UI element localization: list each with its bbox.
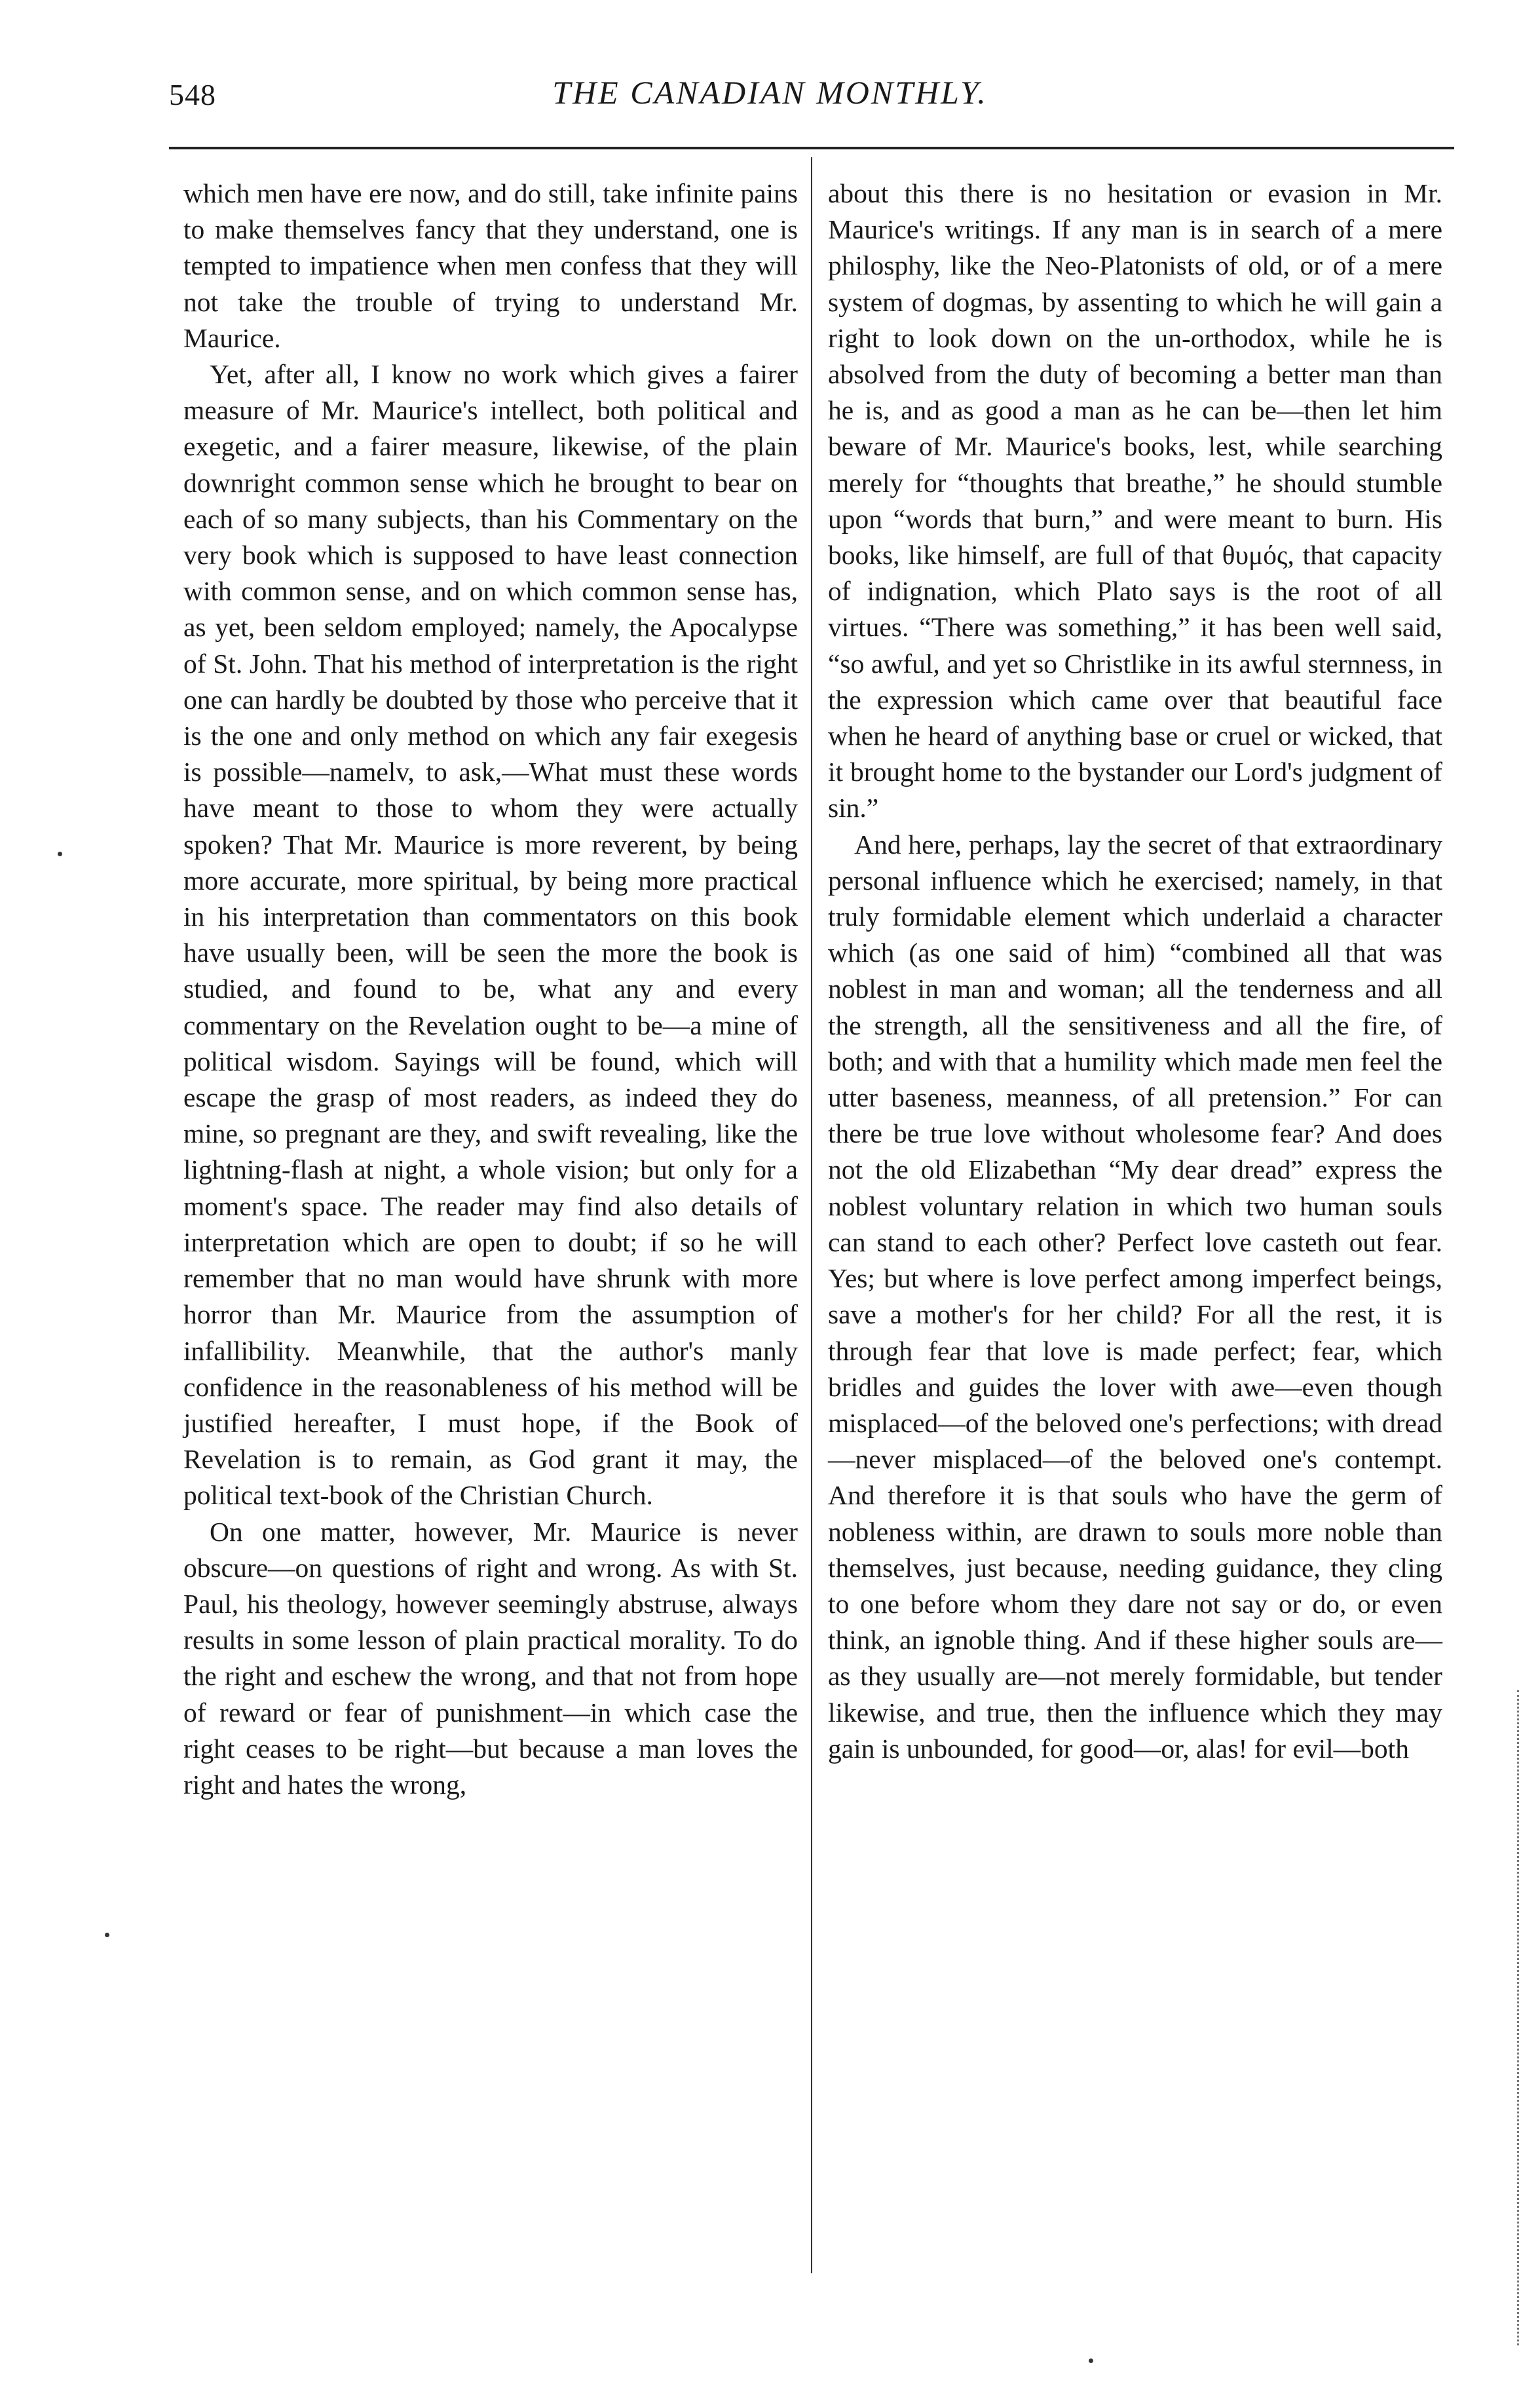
paragraph: And here, perhaps, lay the secret of that extraordinary personal influence which he exercised; namely, in that truly formidable element which underlaid a character which (as one said of him) “combined all that was noblest in man and woman; all the tenderness and all the strength, all the sensitiveness and all the fire, of both; and with that a humility which made men feel the utter baseness, meanness, of all pretension.” For can there be true love without wholesome fear? And does not the old Elizabethan “My dear dread” express the noblest voluntary relation in which two human souls can stand to each other? Perfect love casteth out fear. Yes; but where is love perfect among imperfect beings, save a mother's for her child? For all the rest, it is through fear that love is made perfect; fear, which bridles and guides the lover with awe—even though misplaced—of the beloved one's perfections; with dread—never misplaced—of the beloved one's contempt. And therefore it is that souls who have the germ of nobleness within, are drawn to souls more noble than themselves, just because, needing guidance, they cling to one before whom they dare not say or do, or even think, an ignoble thing. And if these higher souls are—as they usually are—not merely formidable, but tender likewise, and true, then the influence which they may gain is unbounded, for good—or, alas! for evil—both — [828, 829, 1442, 1764]
running-title: THE CANADIAN MONTHLY. — [552, 74, 988, 111]
left-column — [183, 176, 798, 1803]
column-divider — [811, 157, 812, 2273]
paragraph: On one matter, however, Mr. Maurice is never obscure—on questions of right and wrong. As with St. Paul, his theology, however seemingly abstruse, always results in some lesson of plain practical morality. To do the right and eschew the wrong, and that not from hope of reward or fear of punishment—in which case the right ceases to be right—but because a man loves the right and hates the wrong, — [183, 1516, 798, 1800]
print-speck — [58, 852, 62, 856]
print-speck — [1089, 2358, 1093, 2363]
page-number: 548 — [169, 78, 216, 111]
paragraph: Yet, after all, I know no work which gives a fairer measure of Mr. Maurice's intellect, both political and exegetic, and a fairer measure, likewise, of the plain downright common sense which he brought to bear on each of so many subjects, than his Commentary on the very book which is supposed to have least connection with common sense, and on which common sense has, as yet, been seldom employed; namely, the Apocalypse of St. John. That his method of interpretation is the right one can hardly be doubted by those who perceive that it is the one and only method on which any fair exegesis is possible—namelv, to ask,—What must these words have meant to those to whom they were actually spoken? That Mr. Maurice is more reverent, by being more accurate, more spiritual, by being more practical in his interpretation than commentators on this book have usually been, will be seen the more the book is studied, and found to be, what any and every commentary on the Revelation ought to be—a mine of political wisdom. Sayings will be found, which will escape the grasp of most readers, as indeed they do mine, so pregnant are they, and swift revealing, like the lightning-flash at night, a whole vision; but only for a moment's space. The reader may find also details of interpretation which are open to doubt; if so he will remember that no man would have shrunk with more horror than Mr. Maurice from the assumption of infallibility. Meanwhile, that the author's manly confidence in the reasonableness of his method will be justified hereafter, I must hope, if the Book of Revelation is to remain, as God grant it may, the political text-book of the Christian Church. — [183, 359, 798, 1511]
paragraph: which men have ere now, and do still, take infinite pains to make themselves fancy that they understand, one is tempted to impatience when men confess that they will not take the trouble of trying to understand Mr. Maurice. — [183, 178, 798, 353]
header-rule — [169, 147, 1454, 149]
page-edge-marks — [1517, 1690, 1519, 2345]
print-speck — [105, 1933, 109, 1937]
paragraph: about this there is no hesitation or evasion in Mr. Maurice's writings. If any man is in search of a mere philosphy, like the Neo-Platonists of old, or of a mere system of dogmas, by assenting to which he will gain a right to look down on the un-orthodox, while he is absolved from the duty of becoming a better man than he is, and as good a man as he can be—then let him beware of Mr. Maurice's books, lest, while searching merely for “thoughts that breathe,” he should stumble upon “words that burn,” and were meant to burn. His books, like himself, are full of that θυμός, that capacity of indignation, which Plato says is the root of all virtues. “There was something,” it has been well said, “so awful, and yet so Christlike in its awful sternness, in the expression which came over that beautiful face when he heard of anything base or cruel or wicked, that it brought home to the bystander our Lord's judgment of sin.” — [828, 178, 1442, 824]
right-column — [828, 176, 1442, 1767]
